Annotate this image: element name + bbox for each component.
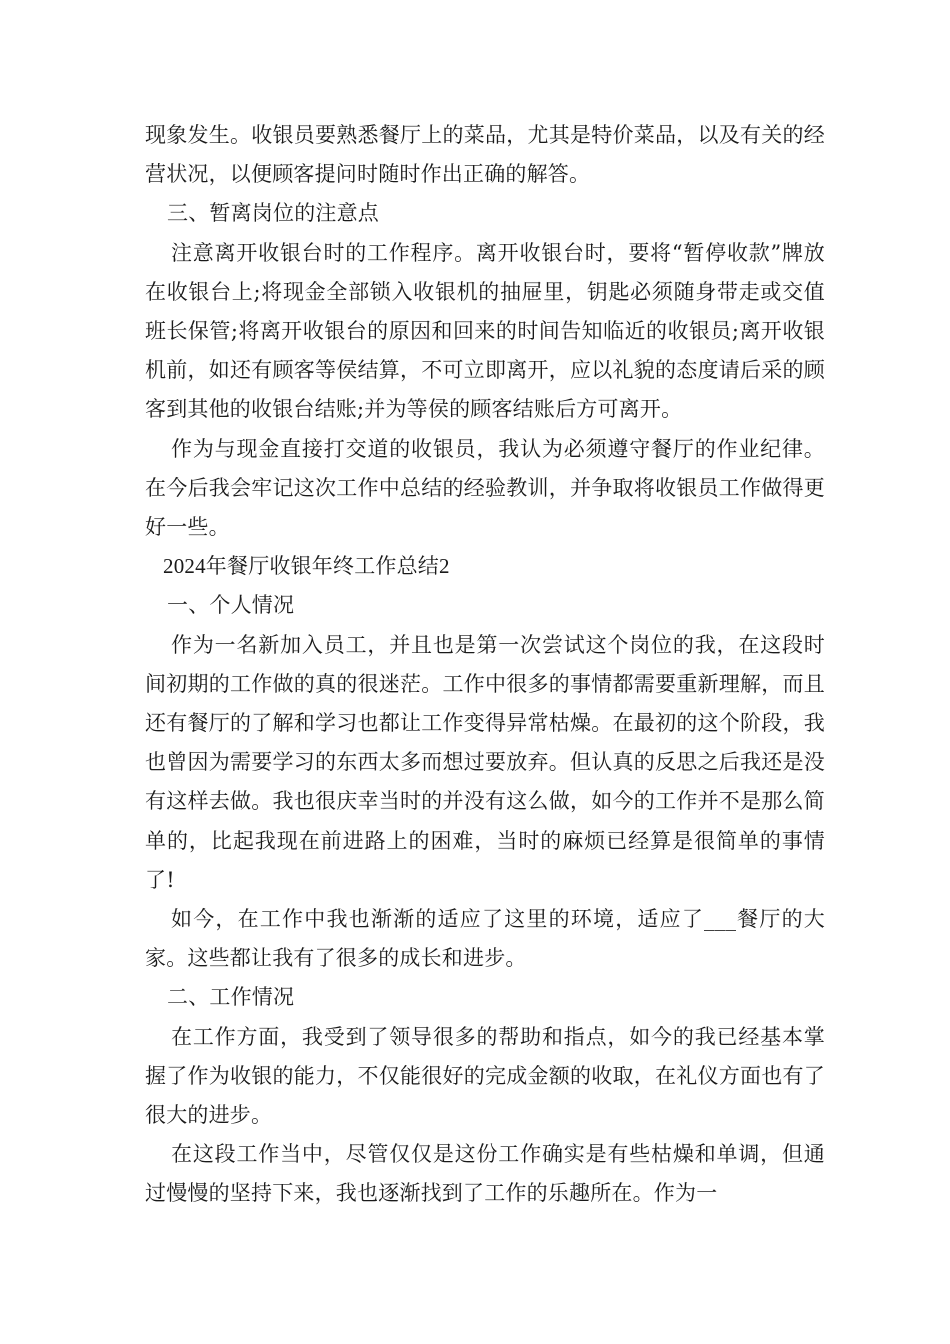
- document-body: [145, 116, 825, 1214]
- document-subtitle: 2024年餐厅收银年终工作总结2: [163, 554, 450, 579]
- paragraph: 注意离开收银台时的工作程序。离开收银台时，要将“暂停收款”牌放在收银台上;将现金全部锁入收银机的抽屉里，钥匙必须随身带走或交值班长保管;将离开收银台的原因和回来的时间告知临近的收银员;离开收银机前，如还有顾客等侯结算，不可立即离开，应以礼貌的态度请后采的顾客到其他的收银台结账;并为等侯的顾客结账后方可离开。: [145, 240, 825, 422]
- section-heading: 一、个人情况: [167, 593, 295, 618]
- paragraph: 现象发生。收银员要熟悉餐厅上的菜品，尤其是特价菜品，以及有关的经营状况，以便顾客提问时随时作出正确的解答。: [145, 123, 825, 187]
- paragraph: 在这段工作当中，尽管仅仅是这份工作确实是有些枯燥和单调，但通过慢慢的坚持下来，我也逐渐找到了工作的乐趣所在。作为一: [145, 1142, 825, 1206]
- section-heading: 三、暂离岗位的注意点: [167, 201, 379, 226]
- paragraph: 作为一名新加入员工，并且也是第一次尝试这个岗位的我，在这段时间初期的工作做的真的很迷茫。工作中很多的事情都需要重新理解，而且还有餐厅的了解和学习也都让工作变得异常枯燥。在最初的这个阶段，我也曾因为需要学习的东西太多而想过要放弃。但认真的反思之后我还是没有这样去做。我也很庆幸当时的并没有这么做，如今的工作并不是那么简单的，比起我现在前进路上的困难，当时的麻烦已经算是很简单的事情了!: [145, 632, 825, 892]
- paragraph: 如今，在工作中我也渐渐的适应了这里的环境，适应了___餐厅的大家。这些都让我有了很多的成长和进步。: [145, 907, 825, 971]
- paragraph: 在工作方面，我受到了领导很多的帮助和指点，如今的我已经基本掌握了作为收银的能力，不仅能很好的完成金额的收取，在礼仪方面也有了很大的进步。: [145, 1024, 825, 1128]
- paragraph: 作为与现金直接打交道的收银员，我认为必须遵守餐厅的作业纪律。在今后我会牢记这次工作中总结的经验教训，并争取将收银员工作做得更好一些。: [145, 436, 825, 540]
- section-heading: 二、工作情况: [167, 985, 295, 1010]
